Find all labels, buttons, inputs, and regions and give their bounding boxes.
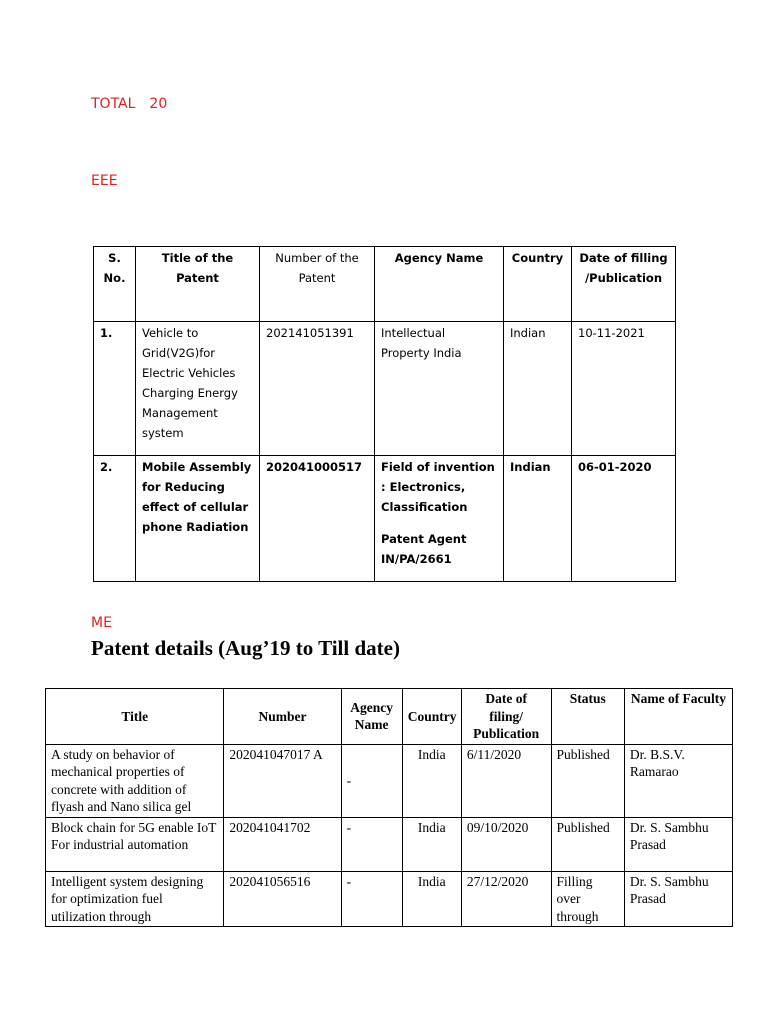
cell-number: 202041056516	[224, 871, 341, 927]
cell-date: 10-11-2021	[572, 322, 676, 456]
cell-status: Published	[551, 744, 624, 817]
cell-country: India	[402, 744, 461, 817]
cell-country: India	[402, 817, 461, 871]
table-row	[94, 322, 676, 456]
cell-country: Indian	[504, 322, 572, 456]
column-header: Agency Name	[375, 247, 504, 322]
column-header: Number of the Patent	[260, 247, 375, 322]
cell-title: Mobile Assembly for Reducing effect of cellular phone Radiation	[136, 456, 260, 582]
cell-title: Intelligent system designing for optimization fuel utilization through	[46, 871, 224, 927]
column-header: Agency Name	[341, 689, 402, 745]
cell-faculty: Dr. S. Sambhu Prasad	[624, 871, 732, 927]
table-header-row	[94, 247, 676, 322]
cell-status: Published	[551, 817, 624, 871]
cell-number: 202041041702	[224, 817, 341, 871]
cell-status: Filling over through	[551, 871, 624, 927]
column-header: Country	[504, 247, 572, 322]
total-label: TOTAL	[91, 96, 136, 112]
table-row	[46, 871, 733, 927]
table-row	[46, 817, 733, 871]
column-header: Country	[402, 689, 461, 745]
cell-title: Vehicle to Grid(V2G)for Electric Vehicles Charging Energy Management system	[136, 322, 260, 456]
cell-title: A study on behavior of mechanical properties of concrete with addition of flyash and Nano silica gel	[46, 744, 224, 817]
cell-country: India	[402, 871, 461, 927]
cell-agency	[341, 744, 402, 817]
patent-details-title: Patent details (Aug’19 to Till date)	[91, 636, 400, 660]
cell-faculty: Dr. B.S.V. Ramarao	[624, 744, 732, 817]
cell-agency: -	[341, 817, 402, 871]
agency-text: Intellectual Property India	[381, 326, 462, 360]
column-header: Title of the Patent	[136, 247, 260, 322]
cell-agency	[375, 456, 504, 582]
cell-country: Indian	[504, 456, 572, 582]
cell-number: 202041000517	[260, 456, 375, 582]
column-header: Title	[46, 689, 224, 745]
eee-heading: EEE	[91, 173, 118, 189]
column-header: Name of Faculty	[624, 689, 732, 745]
cell-sno: 2.	[94, 456, 136, 582]
column-header: Date of filling /Publication	[572, 247, 676, 322]
cell-date: 27/12/2020	[461, 871, 551, 927]
column-header: Date of filing/ Publication	[461, 689, 551, 745]
column-header: S. No.	[94, 247, 136, 322]
eee-patents-table	[93, 246, 676, 582]
cell-faculty: Dr. S. Sambhu Prasad	[624, 817, 732, 871]
total-count	[91, 96, 167, 112]
agency-extra-text: Patent Agent IN/PA/2661	[381, 532, 467, 566]
cell-title: Block chain for 5G enable IoT For industrial automation	[46, 817, 224, 871]
table-header-row	[46, 689, 733, 745]
agency-text: Field of invention : Electronics, Classification	[381, 460, 495, 514]
column-header: Status	[551, 689, 624, 745]
total-value: 20	[149, 96, 168, 112]
me-heading: ME	[91, 615, 112, 631]
cell-sno: 1.	[94, 322, 136, 456]
agency-text: -	[346, 772, 352, 788]
cell-date: 09/10/2020	[461, 817, 551, 871]
cell-agency	[375, 322, 504, 456]
table-row	[46, 744, 733, 817]
cell-agency: -	[341, 871, 402, 927]
cell-date: 06-01-2020	[572, 456, 676, 582]
cell-date: 6/11/2020	[461, 744, 551, 817]
me-patents-table	[45, 688, 733, 927]
cell-number: 202041047017 A	[224, 744, 341, 817]
cell-number: 202141051391	[260, 322, 375, 456]
table-row	[94, 456, 676, 582]
column-header: Number	[224, 689, 341, 745]
